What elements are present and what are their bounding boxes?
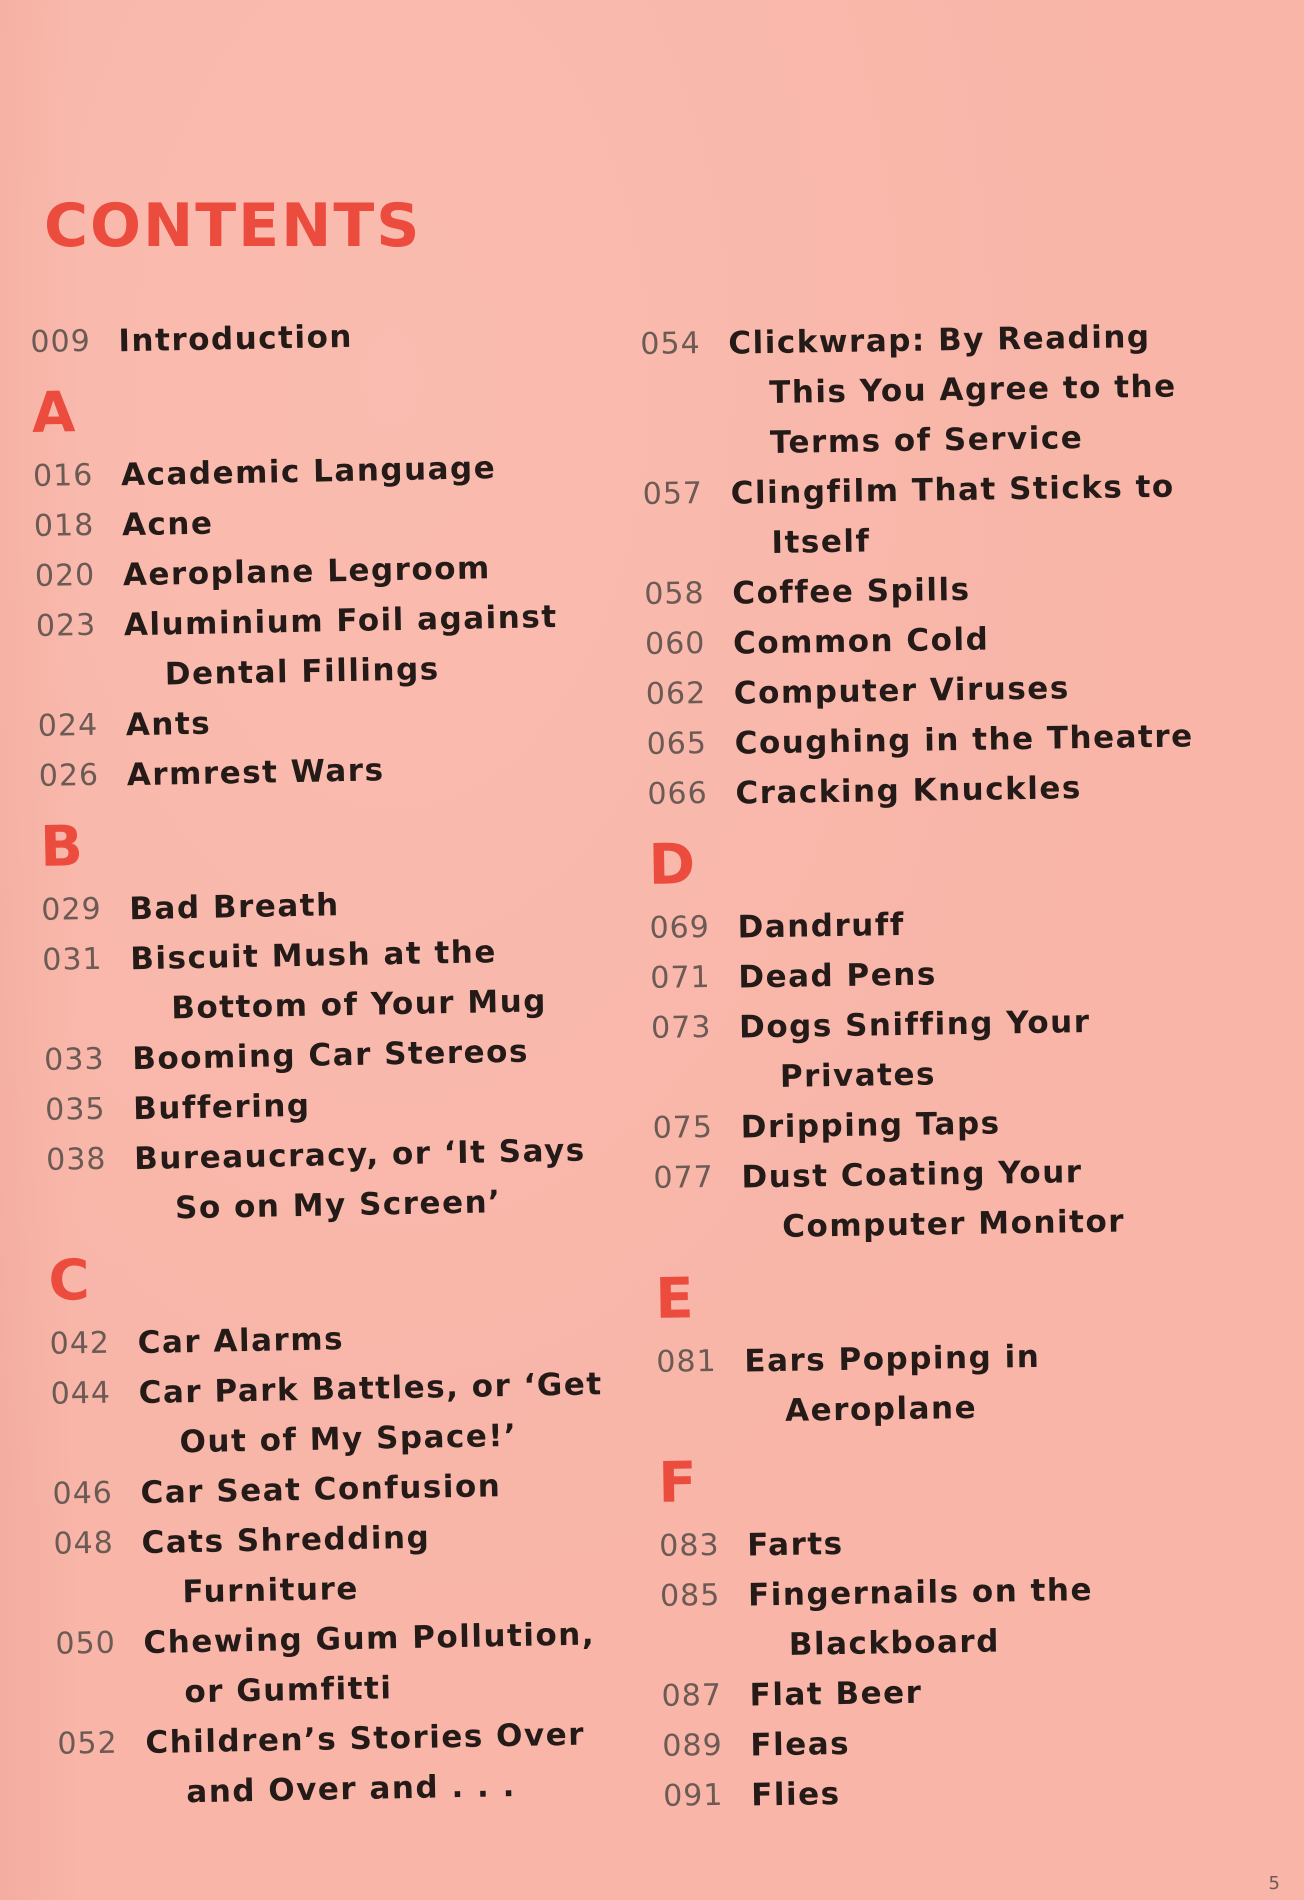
entry-title: Cracking Knuckles [735, 770, 1083, 812]
entry-title: Ears Popping in Aeroplane [744, 1338, 1041, 1429]
entry-page-number: 026 [38, 757, 100, 794]
contents-entry [661, 1663, 1222, 1722]
contents-entry [663, 1763, 1224, 1822]
entry-title: Buffering [132, 1087, 311, 1128]
entry-page-number: 073 [650, 1009, 712, 1046]
section-letter-c: C [47, 1248, 91, 1314]
entry-title: Bureaucracy, or ‘It Says So on My Screen’ [133, 1132, 587, 1227]
entry-title: Dripping Taps [740, 1105, 1001, 1146]
page-number: 5 [1268, 1873, 1280, 1894]
entry-page-number: 052 [57, 1725, 118, 1762]
entry-title: Children’s Stories Over and Over and . . . [145, 1716, 586, 1811]
entry-page-number: 085 [659, 1577, 721, 1614]
entry-title: Clingfilm That Sticks to Itself [730, 468, 1175, 561]
contents-entry [642, 461, 1204, 570]
contents-entry [650, 945, 1211, 1004]
entry-title: Academic Language [120, 450, 497, 494]
entry-page-number: 044 [50, 1375, 112, 1412]
contents-entry [656, 1329, 1218, 1438]
entry-page-number: 020 [34, 557, 96, 594]
entry-page-number: 046 [52, 1475, 114, 1512]
contents-entry [659, 1513, 1220, 1572]
entry-page-number: 091 [662, 1777, 724, 1814]
entry-title: Computer Viruses [733, 670, 1071, 712]
contents-entry [653, 1145, 1215, 1254]
entry-page-number: 031 [41, 941, 103, 978]
entry-title: Biscuit Mush at the Bottom of Your Mug [129, 934, 548, 1027]
entry-page-number: 048 [53, 1525, 115, 1562]
entry-title: Dogs Sniffing Your Privates [738, 1004, 1091, 1095]
entry-page-number: 058 [644, 576, 705, 612]
entry-page-number: 009 [30, 323, 92, 360]
entry-page-number: 077 [653, 1159, 715, 1196]
entry-title: Coffee Spills [732, 571, 971, 612]
entry-title: Acne [121, 505, 214, 544]
entry-page-number: 029 [41, 891, 102, 928]
entry-page-number: 089 [662, 1727, 723, 1764]
entry-title: Chewing Gum Pollution, or Gumfitti [143, 1616, 596, 1711]
entry-title: Booming Car Stereos [131, 1033, 530, 1078]
entry-title: Aeroplane Legroom [122, 550, 492, 594]
entry-title: Dandruff [737, 906, 906, 946]
section-letter-b: B [39, 814, 84, 880]
entry-page-number: 062 [645, 676, 707, 712]
contents-entry [647, 761, 1208, 820]
contents-entry [662, 1713, 1223, 1772]
entry-page-number: 054 [640, 326, 701, 362]
entry-page-number: 071 [650, 959, 711, 996]
section-letter-d: D [648, 832, 696, 898]
contents-entry [651, 995, 1213, 1104]
entry-title: Introduction [118, 318, 354, 360]
page-title: CONTENTS [44, 191, 422, 261]
section-letter-a: A [31, 380, 76, 446]
entry-page-number: 057 [642, 476, 704, 512]
entry-page-number: 060 [644, 626, 706, 662]
entry-page-number: 018 [33, 507, 95, 544]
entry-page-number: 035 [44, 1091, 106, 1128]
entry-title: Ants [125, 705, 212, 744]
entry-title: Fingernails on the Blackboard [747, 1572, 1094, 1663]
contents-entry [35, 591, 597, 702]
entry-page-number: 075 [652, 1109, 714, 1146]
entry-title: Farts [746, 1525, 844, 1564]
entry-title: Aluminium Foil against Dental Fillings [123, 598, 558, 693]
contents-entry [53, 1509, 615, 1620]
entry-page-number: 065 [646, 726, 708, 762]
contents-entry [646, 711, 1207, 770]
contents-entry [46, 1125, 608, 1236]
entry-page-number: 066 [647, 775, 708, 812]
contents-right-column [640, 311, 1224, 1822]
contents-entry [57, 1709, 619, 1820]
contents-left-column [30, 307, 619, 1819]
entry-title: Dust Coating Your Computer Monitor [741, 1154, 1126, 1245]
entry-page-number: 023 [35, 607, 97, 644]
entry-page-number: 033 [43, 1041, 105, 1078]
entry-title: Car Seat Confusion [140, 1468, 502, 1512]
contents-entry [645, 611, 1206, 670]
contents-entry [649, 895, 1210, 954]
entry-title: Common Cold [732, 621, 990, 662]
entry-page-number: 081 [656, 1343, 717, 1380]
entry-title: Bad Breath [129, 887, 340, 928]
entry-page-number: 038 [45, 1141, 107, 1178]
entry-page-number: 083 [658, 1527, 720, 1564]
section-letter-e: E [654, 1266, 695, 1332]
entry-page-number: 069 [649, 909, 711, 946]
entry-title: Armrest Wars [126, 752, 385, 794]
entry-title: Fleas [750, 1725, 851, 1764]
section-letter-f: F [657, 1450, 698, 1516]
entry-title: Coughing in the Theatre [734, 718, 1194, 762]
contents-entry [55, 1609, 617, 1720]
entry-page-number: 050 [55, 1625, 117, 1662]
contents-entry [645, 661, 1206, 720]
contents-entry [652, 1095, 1213, 1154]
entry-title: Car Park Battles, or ‘Get Out of My Space!’ [138, 1366, 603, 1461]
contents-entry [640, 311, 1202, 470]
entry-title: Flies [750, 1776, 841, 1814]
entry-title: Dead Pens [738, 956, 938, 996]
contents-entry [50, 1359, 612, 1470]
contents-entry [42, 925, 604, 1036]
entry-title: Car Alarms [137, 1321, 345, 1362]
entry-page-number: 042 [49, 1325, 111, 1362]
entry-page-number: 016 [32, 457, 94, 494]
contents-entry [644, 561, 1205, 620]
entry-title: Cats Shredding Furniture [141, 1519, 431, 1611]
contents-entry [660, 1563, 1222, 1672]
entry-page-number: 024 [37, 707, 99, 744]
entry-title: Flat Beer [749, 1674, 923, 1714]
entry-title: Clickwrap: By Reading This You Agree to the Terms of Service [728, 318, 1177, 461]
entry-page-number: 087 [661, 1677, 723, 1714]
